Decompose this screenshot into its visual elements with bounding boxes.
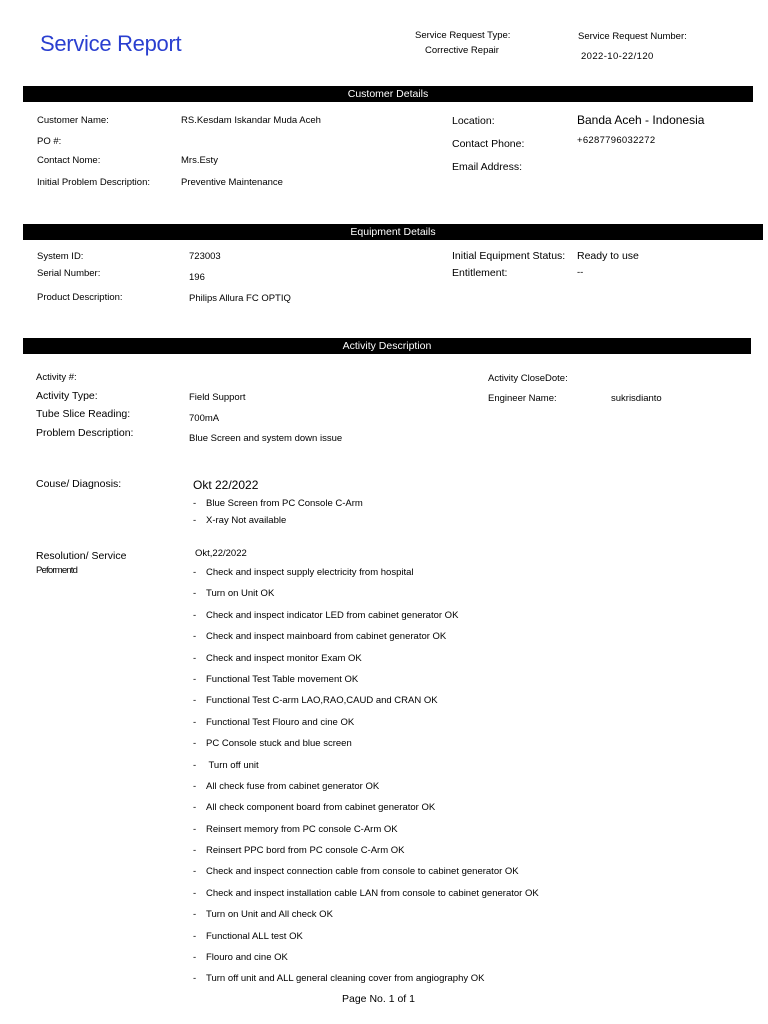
list-item: - Check and inspect monitor Exam OK [193, 652, 362, 664]
po-label: PO #: [37, 136, 62, 147]
customer-name-label: Customer Name: [37, 115, 109, 126]
request-number-label: Service Request Number: [578, 31, 687, 42]
customer-name-value: RS.Kesdam Iskandar Muda Aceh [181, 115, 321, 126]
request-number-value: 2022-10-22/120 [581, 51, 654, 62]
contact-phone-label: Contact Phone: [452, 138, 525, 150]
activity-number-label: Activity #: [36, 372, 77, 383]
email-label: Email Address: [452, 161, 523, 173]
activity-description-header: Activity Description [23, 338, 751, 354]
diagnosis-date: Okt 22/2022 [193, 478, 259, 492]
product-description-value: Philips Allura FC OPTIQ [189, 293, 291, 304]
activity-type-value: Field Support [189, 392, 246, 403]
list-item: - PC Console stuck and blue screen [193, 738, 352, 750]
list-item: - Turn on Unit OK [193, 588, 275, 600]
entitlement-label: Entitlement: [452, 267, 508, 279]
engineer-name-value: sukrisdianto [611, 393, 662, 404]
resolution-label: Resolution/ Service [36, 550, 127, 562]
list-item: - Functional Test C-arm LAO,RAO,CAUD and CRAN OK [193, 695, 438, 707]
resolution-list [193, 567, 539, 995]
list-item: - Check and inspect indicator LED from cabinet generator OK [193, 609, 459, 621]
system-id-label: System ID: [37, 251, 84, 262]
list-item: - Check and inspect mainboard from cabinet generator OK [193, 631, 447, 643]
page-title: Service Report [40, 31, 182, 56]
list-item: - Turn off unit and ALL general cleaning cover from angiography OK [193, 973, 485, 985]
resolution-label-continued: Peformentd [36, 565, 78, 576]
request-type-label: Service Request Type: [415, 30, 511, 41]
entitlement-value: -- [577, 267, 584, 278]
list-item: - Flouro and cine OK [193, 952, 288, 964]
tube-slice-label: Tube Slice Reading: [36, 408, 131, 420]
contact-name-value: Mrs.Esty [181, 155, 218, 166]
request-type-value: Corrective Repair [425, 45, 499, 56]
equipment-status-value: Ready to use [577, 250, 639, 262]
page-number: Page No. 1 of 1 [342, 993, 415, 1005]
diagnosis-label: Couse/ Diagnosis: [36, 478, 122, 490]
contact-phone-value: +6287796032272 [577, 135, 656, 146]
list-item: - Blue Screen from PC Console C-Arm [193, 498, 363, 509]
list-item: - Reinsert memory from PC console C-Arm OK [193, 823, 398, 835]
equipment-details-header: Equipment Details [23, 224, 763, 240]
contact-name-label: Contact Nome: [37, 155, 101, 166]
list-item: - Reinsert PPC bord from PC console C-Arm OK [193, 845, 405, 857]
activity-close-date-label: Activity CloseDote: [488, 373, 568, 384]
list-item: - Turn off unit [193, 759, 259, 771]
location-value: Banda Aceh - Indonesia [577, 113, 705, 127]
diagnosis-list [193, 498, 363, 531]
equipment-status-label: Initial Equipment Status: [452, 250, 566, 262]
engineer-name-label: Engineer Name: [488, 393, 557, 404]
serial-number-value: 196 [189, 272, 205, 283]
list-item: - Functional ALL test OK [193, 930, 303, 942]
list-item: - X-ray Not available [193, 514, 287, 526]
initial-problem-value: Preventive Maintenance [181, 177, 283, 188]
system-id-value: 723003 [189, 251, 221, 262]
location-label: Location: [452, 115, 495, 127]
problem-description-label: Problem Description: [36, 427, 134, 439]
list-item: - All check component board from cabinet generator OK [193, 802, 436, 814]
customer-details-header: Customer Details [23, 86, 753, 102]
list-item: - Check and inspect supply electricity from hospital [193, 567, 414, 578]
list-item: - Check and inspect installation cable LAN from console to cabinet generator OK [193, 887, 539, 899]
initial-problem-label: Initial Problem Description: [37, 177, 150, 188]
list-item: - Functional Test Flouro and cine OK [193, 716, 355, 728]
list-item: - Functional Test Table movement OK [193, 673, 359, 685]
list-item: - All check fuse from cabinet generator OK [193, 780, 380, 792]
serial-number-label: Serial Number: [37, 268, 101, 279]
resolution-date: Okt,22/2022 [195, 548, 247, 559]
tube-slice-value: 700mA [189, 413, 220, 424]
list-item: - Check and inspect connection cable from console to cabinet generator OK [193, 866, 519, 878]
activity-type-label: Activity Type: [36, 390, 98, 402]
list-item: - Turn on Unit and All check OK [193, 909, 333, 921]
problem-description-value: Blue Screen and system down issue [189, 433, 343, 444]
product-description-label: Product Description: [37, 292, 123, 303]
